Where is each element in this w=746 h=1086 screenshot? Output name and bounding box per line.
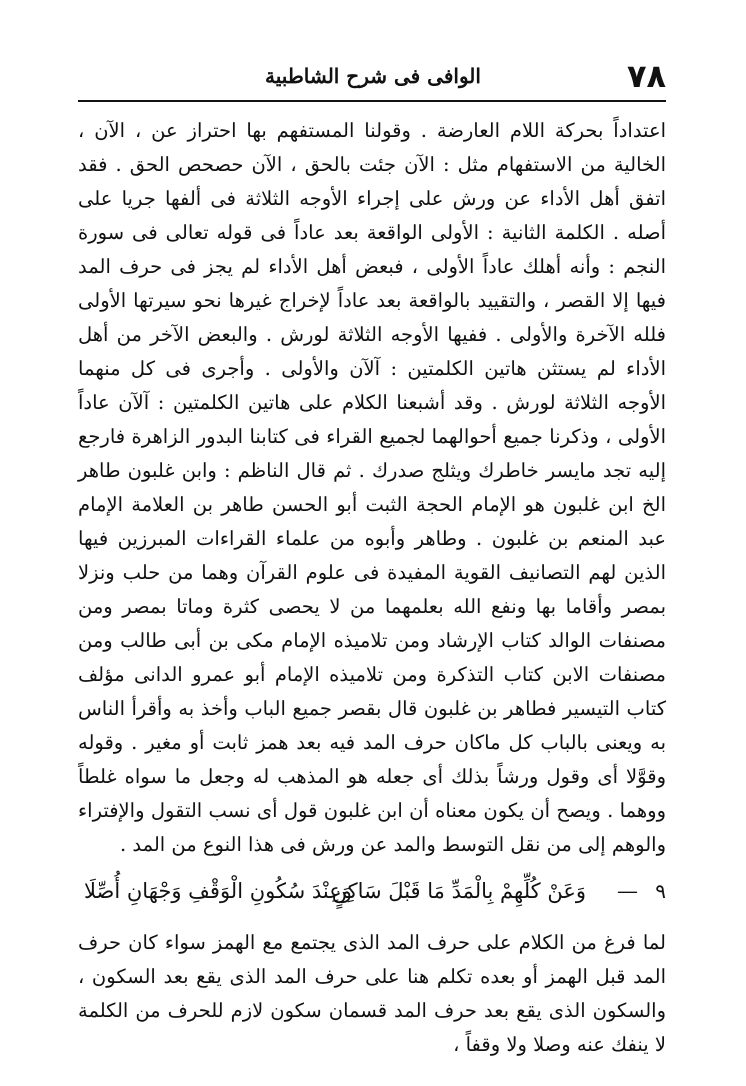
verse-dash: — bbox=[617, 879, 638, 903]
page-body bbox=[78, 114, 666, 1062]
poem-verse bbox=[78, 868, 666, 914]
verse-second-hemistich: وَعِنْدَ سُكُونِ الْوَقْفِ وَجْهَانِ أُصِّلَا bbox=[84, 879, 352, 903]
verse-number: ٩ bbox=[655, 879, 666, 903]
page-number: ٧٨ bbox=[626, 57, 666, 95]
running-title: الوافى فى شرح الشاطبية bbox=[265, 64, 481, 88]
page-header bbox=[80, 58, 666, 98]
commentary-paragraph-2: لما فرغ من الكلام على حرف المد الذى يجتمع مع الهمز سواء كان حرف المد قبل الهمز أو بعده تكلم هنا على حرف المد الذى يقع بعد السكون ، والسكون الذى يقع بعد حرف المد قسمان سكون لازم للحرف من الكلمة لا ينفك عنه وصلا ولا وقفاً ، bbox=[78, 931, 666, 1056]
verse-first-hemistich: وَعَنْ كُلِّهِمْ بِالْمَدِّ مَا قَبْلَ سَاكِنٍ bbox=[331, 879, 586, 903]
header-rule bbox=[78, 100, 666, 102]
commentary-paragraph-1: اعتداداً بحركة اللام العارضة . وقولنا المستفهم بها احتراز عن ، الآن ، الخالية من الاستفهام مثل : الآن جئت بالحق ، الآن حصحص الحق . فقد اتفق أهل الأداء عن ورش على إجراء الأوجه الثلاثة فى ألفها جريا على أصله . الكلمة الثانية : الأولى الواقعة بعد عاداً فى قوله تعالى فى سورة النجم : وأنه أهلك عاداً الأولى ، فبعض أهل الأداء لم يجز فى حرف المد فيها إلا القصر ، والتقييد بالواقعة بعد عاداً لإخراج غيرها نحو سيرتها الأولى فلله الآخرة والأولى . ففيها الأوجه الثلاثة لورش . والبعض الآخر من أهل الأداء لم يستثن هاتين الكلمتين : آلآن والأولى . وأجرى فى كل منهما الأوجه الثلاثة لورش . وقد أشبعنا الكلام على هاتين الكلمتين : آلآن عاداً الأولى ، وذكرنا جميع أحوالهما لجميع القراء فى كتابنا البدور الزاهرة فارجع إليه تجد مايسر خاطرك ويثلج صدرك . ثم قال الناظم : وابن غلبون طاهر الخ ابن غلبون هو الإمام الحجة الثبت أبو الحسن طاهر بن العلامة الإمام عبد المنعم بن غلبون . وطاهر وأبوه من علماء القراءات المبرزين فيها الذين لهم التصانيف القوية المفيدة فى علوم القرآن وهما من حلب ونزلا بمصر وأقاما بها ونفع الله بعلمهما من لا يحصى كثرة وماتا بمصر ومن مصنفات الوالد كتاب الإرشاد ومن تلاميذه الإمام مكى بن أبى طالب ومن مصنفات الابن كتاب التذكرة ومن تلاميذه الإمام أبو عمرو الدانى مؤلف كتاب التيسير فطاهر بن غلبون قال بقصر جميع الباب وأخذ به وأقرأ الناس به ويعنى بالباب كل ماكان حرف المد فيه بعد همز ثابت أو مغير . وقوله وقوَّلا أى وقول ورشاً بذلك أى جعله هو المذهب له وجعل ما سواه غلطاً ووهما . ويصح أن يكون معناه أن ابن غلبون قول أى نسب التقول والإفتراء والوهم إلى من نقل التوسط والمد عن ورش فى هذا النوع من المد . bbox=[78, 119, 666, 856]
